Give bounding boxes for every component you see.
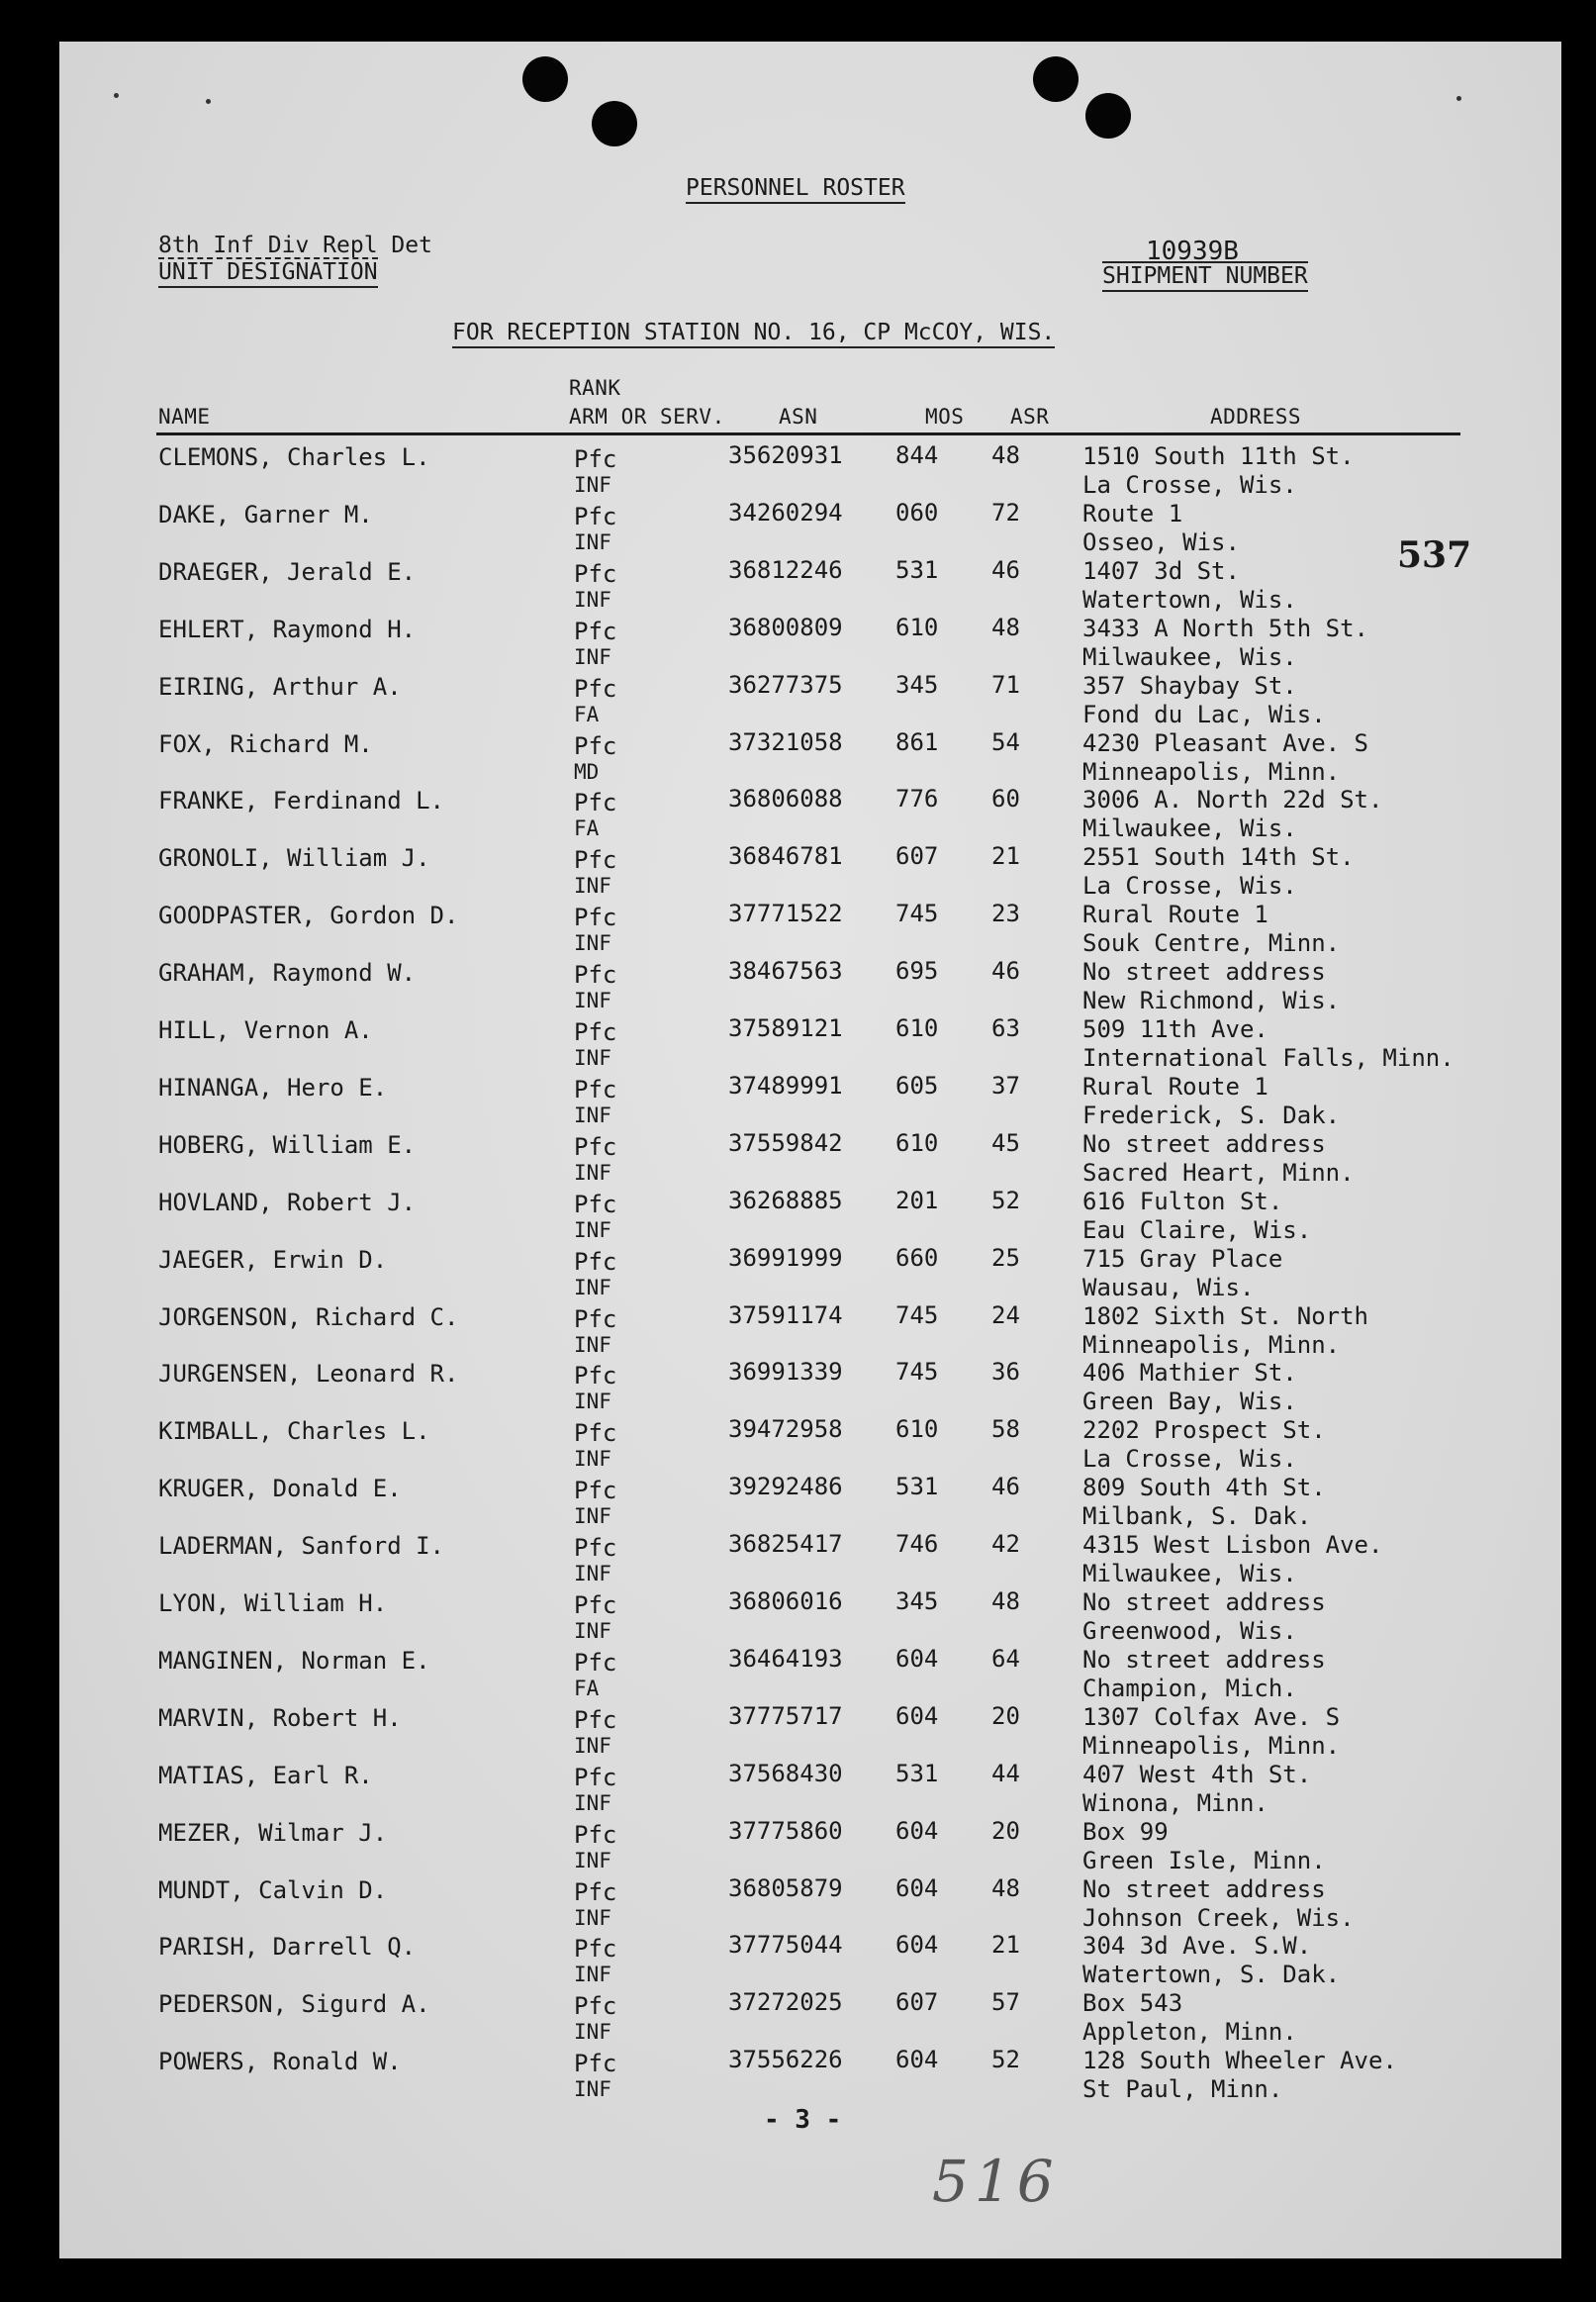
address-city: Milwaukee, Wis.	[1082, 643, 1297, 671]
address-city: Green Bay, Wis.	[1082, 1388, 1297, 1415]
asn: 37272025	[728, 1988, 843, 2016]
address-street: 304 3d Ave. S.W.	[1082, 1932, 1312, 1960]
soldier-name: MEZER, Wilmar J.	[158, 1819, 388, 1847]
address-street: Box 543	[1082, 1989, 1183, 2017]
address-city: La Crosse, Wis.	[1082, 1445, 1297, 1473]
arm-of-service: INF	[574, 530, 611, 554]
rank: Pfc	[574, 732, 617, 760]
col-header-asr: ASR	[1010, 405, 1050, 429]
soldier-name: DAKE, Garner M.	[158, 501, 373, 528]
arm-of-service: INF	[574, 1504, 611, 1528]
address-street: 4315 West Lisbon Ave.	[1082, 1531, 1383, 1559]
col-header-rank: ARM OR SERV.	[569, 405, 725, 429]
col-header-rank-top: RANK	[569, 376, 621, 400]
address-city: Minneapolis, Minn.	[1082, 758, 1341, 786]
asr: 72	[991, 499, 1020, 527]
soldier-name: LADERMAN, Sanford I.	[158, 1532, 444, 1560]
address-street: No street address	[1082, 1588, 1326, 1616]
arm-of-service: INF	[574, 874, 611, 898]
col-header-address: ADDRESS	[1210, 405, 1302, 429]
soldier-name: LYON, William H.	[158, 1589, 388, 1617]
asr: 71	[991, 671, 1020, 699]
address-city: Green Isle, Minn.	[1082, 1847, 1326, 1874]
address-city: Osseo, Wis.	[1082, 528, 1240, 556]
roster-row	[59, 1876, 1561, 1934]
roster-row	[59, 730, 1561, 788]
soldier-name: JAEGER, Erwin D.	[158, 1246, 388, 1274]
arm-of-service: INF	[574, 2020, 611, 2044]
arm-of-service: INF	[574, 1619, 611, 1643]
roster-row	[59, 1475, 1561, 1532]
paper-speck	[1456, 96, 1461, 101]
address-street: 3433 A North 5th St.	[1082, 615, 1368, 642]
address-street: No street address	[1082, 958, 1326, 986]
asn: 38467563	[728, 957, 843, 985]
asn: 36812246	[728, 556, 843, 584]
asn: 37568430	[728, 1760, 843, 1787]
asn: 36846781	[728, 842, 843, 870]
address-street: No street address	[1082, 1130, 1326, 1158]
rank: Pfc	[574, 1191, 617, 1218]
roster-row	[59, 443, 1561, 501]
asn: 37775860	[728, 1817, 843, 1845]
rank: Pfc	[574, 961, 617, 989]
asn: 37556226	[728, 2046, 843, 2073]
asr: 48	[991, 614, 1020, 641]
rank: Pfc	[574, 789, 617, 816]
destination-line: FOR RECEPTION STATION NO. 16, CP McCOY, WIS.	[452, 320, 1055, 348]
arm-of-service: INF	[574, 1734, 611, 1758]
rank: Pfc	[574, 846, 617, 874]
rank: Pfc	[574, 1419, 617, 1447]
asn: 39292486	[728, 1473, 843, 1500]
mos: 610	[895, 614, 939, 641]
address-city: International Falls, Minn.	[1082, 1044, 1455, 1072]
asn: 34260294	[728, 499, 843, 527]
asn: 36464193	[728, 1645, 843, 1673]
asr: 25	[991, 1244, 1020, 1272]
roster-row	[59, 1417, 1561, 1475]
address-city: New Richmond, Wis.	[1082, 987, 1341, 1014]
rank: Pfc	[574, 560, 617, 588]
soldier-name: GOODPASTER, Gordon D.	[158, 902, 459, 929]
asn: 37591174	[728, 1301, 843, 1329]
stamp-number: 537	[1397, 534, 1472, 576]
asr: 46	[991, 1473, 1020, 1500]
address-street: 4230 Pleasant Ave. S	[1082, 729, 1368, 757]
asn: 36991339	[728, 1358, 843, 1386]
address-city: Milwaukee, Wis.	[1082, 815, 1297, 842]
mos: 604	[895, 1645, 939, 1673]
roster-row	[59, 1016, 1561, 1074]
roster-row	[59, 616, 1561, 673]
asn: 36806088	[728, 785, 843, 813]
asn: 36800809	[728, 614, 843, 641]
asr: 21	[991, 842, 1020, 870]
mos: 060	[895, 499, 939, 527]
address-city: Sacred Heart, Minn.	[1082, 1159, 1355, 1187]
column-header-row	[156, 405, 1460, 435]
col-header-asn: ASN	[779, 405, 818, 429]
address-street: Rural Route 1	[1082, 1073, 1268, 1101]
arm-of-service: INF	[574, 1963, 611, 1986]
mos: 604	[895, 1874, 939, 1902]
asr: 58	[991, 1415, 1020, 1443]
paper-speck	[114, 93, 119, 98]
rank: Pfc	[574, 1305, 617, 1333]
asn: 36805879	[728, 1874, 843, 1902]
arm-of-service: INF	[574, 588, 611, 612]
asr: 52	[991, 1187, 1020, 1214]
roster-row	[59, 1589, 1561, 1647]
col-header-mos: MOS	[925, 405, 965, 429]
col-header-name: NAME	[158, 405, 211, 429]
address-street: 357 Shaybay St.	[1082, 672, 1297, 700]
arm-of-service: INF	[574, 2077, 611, 2101]
address-street: 3006 A. North 22d St.	[1082, 786, 1383, 814]
asr: 48	[991, 1587, 1020, 1615]
address-street: 1407 3d St.	[1082, 557, 1240, 585]
mos: 605	[895, 1072, 939, 1100]
roster-row	[59, 501, 1561, 558]
soldier-name: PEDERSON, Sigurd A.	[158, 1990, 430, 2018]
soldier-name: GRONOLI, William J.	[158, 844, 430, 872]
arm-of-service: MD	[574, 760, 600, 784]
arm-of-service: INF	[574, 1161, 611, 1185]
roster-row	[59, 959, 1561, 1016]
mos: 201	[895, 1187, 939, 1214]
punch-hole	[592, 101, 637, 146]
address-city: Souk Centre, Minn.	[1082, 929, 1341, 957]
address-street: 2551 South 14th St.	[1082, 843, 1355, 871]
roster-row	[59, 1762, 1561, 1819]
asn: 37321058	[728, 728, 843, 756]
asr: 57	[991, 1988, 1020, 2016]
asr: 54	[991, 728, 1020, 756]
arm-of-service: INF	[574, 1046, 611, 1070]
address-street: 1802 Sixth St. North	[1082, 1302, 1368, 1330]
rank: Pfc	[574, 1133, 617, 1161]
asn: 36825417	[728, 1530, 843, 1558]
page-title: PERSONNEL ROSTER	[686, 175, 905, 204]
asr: 60	[991, 785, 1020, 813]
asr: 37	[991, 1072, 1020, 1100]
address-city: Minneapolis, Minn.	[1082, 1732, 1341, 1760]
mos: 531	[895, 1760, 939, 1787]
arm-of-service: INF	[574, 1906, 611, 1930]
arm-of-service: INF	[574, 1390, 611, 1413]
address-city: Winona, Minn.	[1082, 1789, 1268, 1817]
roster-row	[59, 2048, 1561, 2105]
soldier-name: MANGINEN, Norman E.	[158, 1647, 430, 1675]
asn: 36268885	[728, 1187, 843, 1214]
mos: 746	[895, 1530, 939, 1558]
soldier-name: FOX, Richard M.	[158, 730, 373, 758]
mos: 531	[895, 556, 939, 584]
mos: 604	[895, 1931, 939, 1959]
roster-row	[59, 1246, 1561, 1303]
rank: Pfc	[574, 618, 617, 645]
rank: Pfc	[574, 1591, 617, 1619]
roster-page	[59, 42, 1561, 2258]
soldier-name: HOBERG, William E.	[158, 1131, 417, 1159]
arm-of-service: FA	[574, 816, 600, 840]
rank: Pfc	[574, 1248, 617, 1276]
asr: 20	[991, 1817, 1020, 1845]
asn: 37559842	[728, 1129, 843, 1157]
rank: Pfc	[574, 904, 617, 931]
asn: 37775717	[728, 1702, 843, 1730]
address-city: Champion, Mich.	[1082, 1675, 1297, 1702]
mos: 604	[895, 1817, 939, 1845]
address-city: St Paul, Minn.	[1082, 2075, 1283, 2103]
handwritten-number: 516	[932, 2148, 1060, 2215]
mos: 604	[895, 2046, 939, 2073]
rank: Pfc	[574, 1649, 617, 1677]
asr: 24	[991, 1301, 1020, 1329]
arm-of-service: INF	[574, 989, 611, 1012]
soldier-name: MARVIN, Robert H.	[158, 1704, 402, 1732]
rank: Pfc	[574, 1706, 617, 1734]
address-street: Box 99	[1082, 1818, 1169, 1846]
roster-row	[59, 1933, 1561, 1990]
rank: Pfc	[574, 1534, 617, 1562]
address-street: 406 Mathier St.	[1082, 1359, 1297, 1387]
address-city: Milbank, S. Dak.	[1082, 1502, 1312, 1530]
mos: 844	[895, 441, 939, 469]
address-street: No street address	[1082, 1875, 1326, 1903]
roster-row	[59, 558, 1561, 616]
mos: 610	[895, 1129, 939, 1157]
address-street: 1307 Colfax Ave. S	[1082, 1703, 1341, 1731]
rank: Pfc	[574, 1076, 617, 1103]
roster-row	[59, 1074, 1561, 1131]
soldier-name: KRUGER, Donald E.	[158, 1475, 402, 1502]
address-street: No street address	[1082, 1646, 1326, 1674]
roster-row	[59, 1131, 1561, 1189]
asr: 48	[991, 1874, 1020, 1902]
address-street: 509 11th Ave.	[1082, 1015, 1268, 1043]
mos: 695	[895, 957, 939, 985]
arm-of-service: INF	[574, 1791, 611, 1815]
address-city: Greenwood, Wis.	[1082, 1617, 1297, 1645]
mos: 660	[895, 1244, 939, 1272]
mos: 745	[895, 1301, 939, 1329]
soldier-name: HINANGA, Hero E.	[158, 1074, 388, 1102]
asn: 37489991	[728, 1072, 843, 1100]
rank: Pfc	[574, 1477, 617, 1504]
address-city: Minneapolis, Minn.	[1082, 1331, 1341, 1359]
punch-hole	[1033, 56, 1079, 102]
address-street: 715 Gray Place	[1082, 1245, 1283, 1273]
roster-row	[59, 673, 1561, 730]
address-city: La Crosse, Wis.	[1082, 471, 1297, 499]
mos: 745	[895, 900, 939, 927]
soldier-name: GRAHAM, Raymond W.	[158, 959, 417, 987]
mos: 531	[895, 1473, 939, 1500]
rank: Pfc	[574, 2050, 617, 2077]
unit-designation-value: 8th Inf Div Repl Det	[158, 233, 432, 258]
address-street: 407 West 4th St.	[1082, 1761, 1312, 1788]
address-city: Watertown, S. Dak.	[1082, 1961, 1341, 1988]
soldier-name: POWERS, Ronald W.	[158, 2048, 402, 2075]
rank: Pfc	[574, 1878, 617, 1906]
asr: 64	[991, 1645, 1020, 1673]
asr: 42	[991, 1530, 1020, 1558]
arm-of-service: FA	[574, 703, 600, 726]
mos: 604	[895, 1702, 939, 1730]
soldier-name: JORGENSON, Richard C.	[158, 1303, 459, 1331]
soldier-name: KIMBALL, Charles L.	[158, 1417, 430, 1445]
asr: 46	[991, 556, 1020, 584]
rank: Pfc	[574, 1764, 617, 1791]
asr: 63	[991, 1014, 1020, 1042]
soldier-name: DRAEGER, Jerald E.	[158, 558, 417, 586]
soldier-name: EIRING, Arthur A.	[158, 673, 402, 701]
asr: 48	[991, 441, 1020, 469]
rank: Pfc	[574, 445, 617, 473]
address-street: 2202 Prospect St.	[1082, 1416, 1326, 1444]
mos: 607	[895, 842, 939, 870]
roster-row	[59, 1303, 1561, 1361]
asr: 46	[991, 957, 1020, 985]
soldier-name: HOVLAND, Robert J.	[158, 1189, 417, 1216]
roster-row	[59, 844, 1561, 902]
soldier-name: MUNDT, Calvin D.	[158, 1876, 388, 1904]
soldier-name: PARISH, Darrell Q.	[158, 1933, 417, 1961]
rank: Pfc	[574, 1362, 617, 1390]
rank: Pfc	[574, 1018, 617, 1046]
arm-of-service: INF	[574, 473, 611, 497]
mos: 607	[895, 1988, 939, 2016]
arm-of-service: FA	[574, 1677, 600, 1700]
mos: 610	[895, 1415, 939, 1443]
soldier-name: FRANKE, Ferdinand L.	[158, 787, 444, 815]
rank: Pfc	[574, 675, 617, 703]
roster-row	[59, 1360, 1561, 1417]
arm-of-service: INF	[574, 1562, 611, 1585]
address-street: 616 Fulton St.	[1082, 1188, 1283, 1215]
address-street: 1510 South 11th St.	[1082, 442, 1355, 470]
address-city: Johnson Creek, Wis.	[1082, 1904, 1355, 1932]
mos: 745	[895, 1358, 939, 1386]
roster-row	[59, 1189, 1561, 1246]
arm-of-service: INF	[574, 1849, 611, 1872]
asn: 37589121	[728, 1014, 843, 1042]
address-city: Eau Claire, Wis.	[1082, 1216, 1312, 1244]
asr: 23	[991, 900, 1020, 927]
rank: Pfc	[574, 1992, 617, 2020]
address-street: 809 South 4th St.	[1082, 1474, 1326, 1501]
asr: 45	[991, 1129, 1020, 1157]
mos: 345	[895, 671, 939, 699]
soldier-name: JURGENSEN, Leonard R.	[158, 1360, 459, 1388]
asn: 37771522	[728, 900, 843, 927]
address-city: Wausau, Wis.	[1082, 1274, 1255, 1301]
rank: Pfc	[574, 1935, 617, 1963]
asn: 36806016	[728, 1587, 843, 1615]
arm-of-service: INF	[574, 1276, 611, 1299]
arm-of-service: INF	[574, 1447, 611, 1471]
asr: 20	[991, 1702, 1020, 1730]
roster-row	[59, 787, 1561, 844]
soldier-name: CLEMONS, Charles L.	[158, 443, 430, 471]
address-city: La Crosse, Wis.	[1082, 872, 1297, 900]
address-city: Frederick, S. Dak.	[1082, 1102, 1341, 1129]
rank: Pfc	[574, 503, 617, 530]
roster-row	[59, 902, 1561, 959]
address-street: Route 1	[1082, 500, 1183, 528]
shipment-number-label: SHIPMENT NUMBER	[1102, 261, 1308, 292]
asr: 36	[991, 1358, 1020, 1386]
arm-of-service: INF	[574, 1218, 611, 1242]
mos: 610	[895, 1014, 939, 1042]
arm-of-service: INF	[574, 1333, 611, 1357]
roster-row	[59, 1704, 1561, 1762]
asn: 36277375	[728, 671, 843, 699]
soldier-name: EHLERT, Raymond H.	[158, 616, 417, 643]
mos: 776	[895, 785, 939, 813]
asr: 21	[991, 1931, 1020, 1959]
arm-of-service: INF	[574, 1103, 611, 1127]
rank: Pfc	[574, 1821, 617, 1849]
roster-table	[59, 443, 1561, 2126]
address-city: Watertown, Wis.	[1082, 586, 1297, 614]
roster-row	[59, 1647, 1561, 1704]
arm-of-service: INF	[574, 645, 611, 669]
unit-designation-label: UNIT DESIGNATION	[158, 257, 378, 288]
roster-row	[59, 1819, 1561, 1876]
asn: 39472958	[728, 1415, 843, 1443]
asn: 37775044	[728, 1931, 843, 1959]
asr: 44	[991, 1760, 1020, 1787]
roster-row	[59, 1532, 1561, 1589]
punch-hole	[522, 56, 568, 102]
address-street: Rural Route 1	[1082, 901, 1268, 928]
shipment-number-value: 10939B	[1146, 237, 1239, 266]
mos: 861	[895, 728, 939, 756]
roster-row	[59, 1990, 1561, 2048]
mos: 345	[895, 1587, 939, 1615]
address-city: Milwaukee, Wis.	[1082, 1560, 1297, 1587]
paper-speck	[206, 99, 211, 104]
asr: 52	[991, 2046, 1020, 2073]
address-city: Appleton, Minn.	[1082, 2018, 1297, 2046]
page-number: - 3 -	[764, 2105, 842, 2135]
punch-hole	[1085, 93, 1131, 139]
soldier-name: MATIAS, Earl R.	[158, 1762, 373, 1789]
address-street: 128 South Wheeler Ave.	[1082, 2047, 1397, 2074]
address-city: Fond du Lac, Wis.	[1082, 701, 1326, 728]
soldier-name: HILL, Vernon A.	[158, 1016, 373, 1044]
asn: 36991999	[728, 1244, 843, 1272]
arm-of-service: INF	[574, 931, 611, 955]
asn: 35620931	[728, 441, 843, 469]
